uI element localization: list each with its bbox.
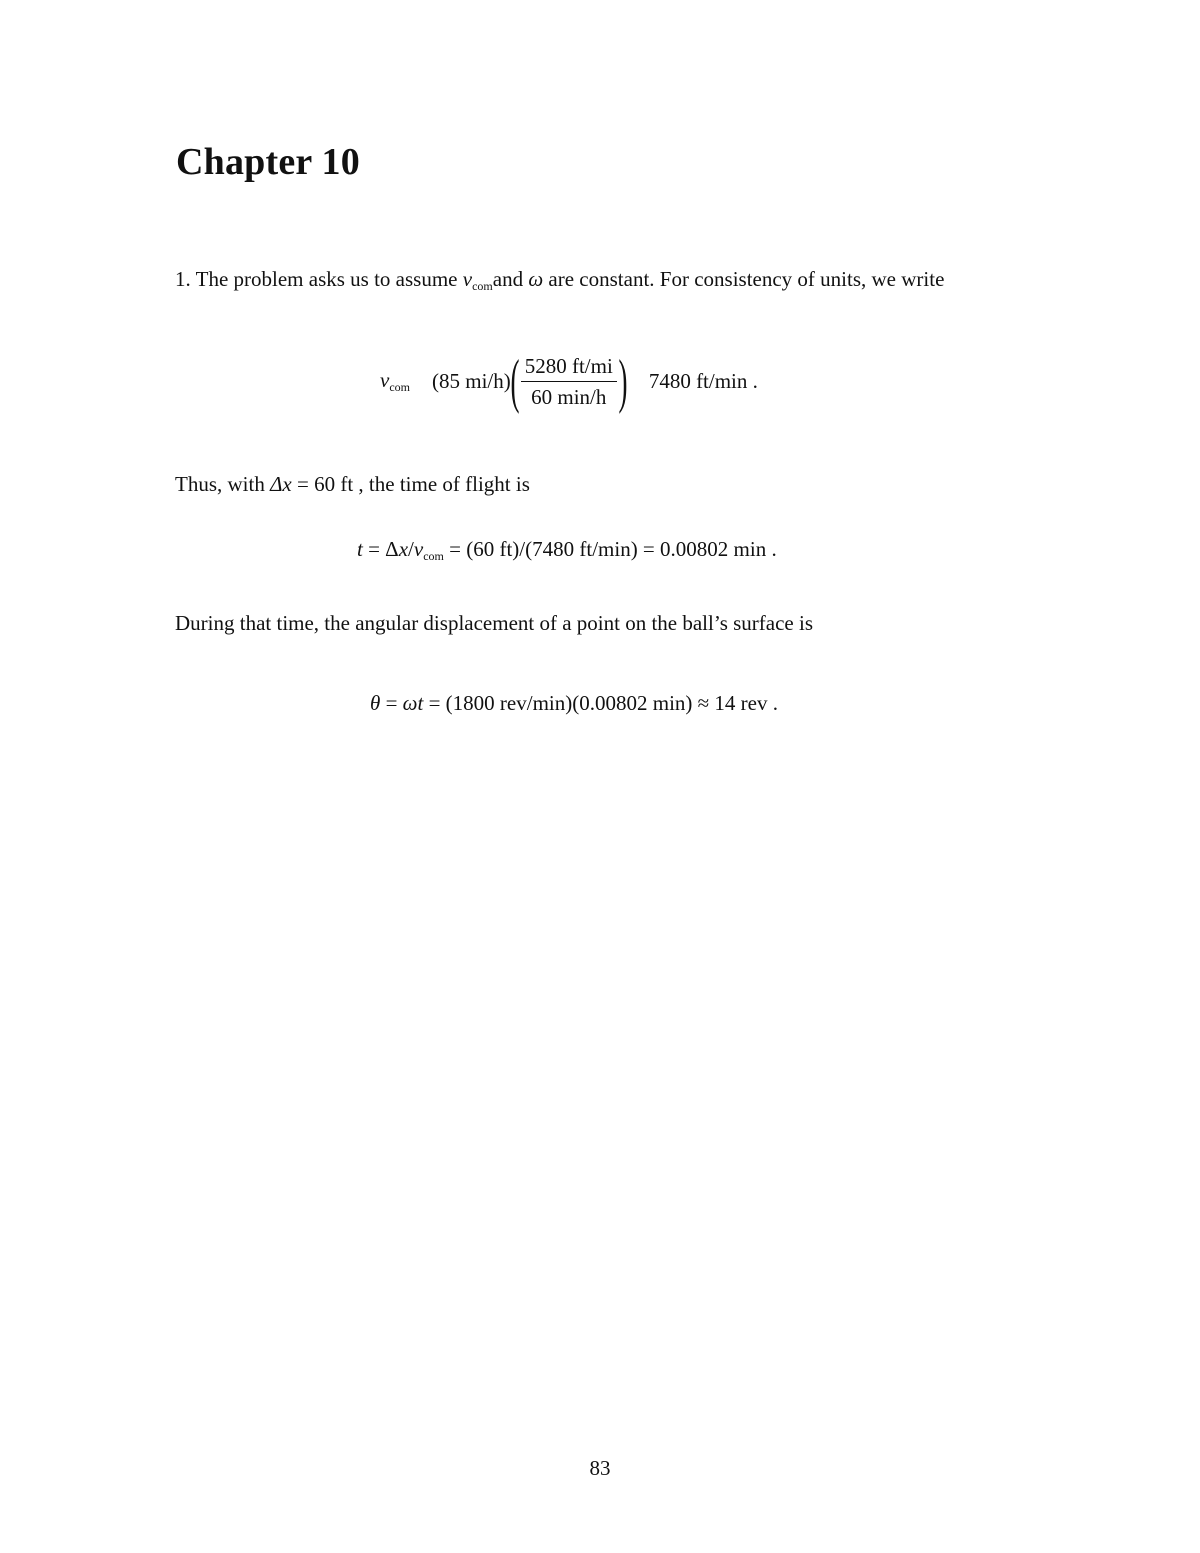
equation3-theta: θ — [370, 691, 381, 715]
equation2-rest: = (60 ft)/(7480 ft/min) = 0.00802 min . — [443, 537, 777, 561]
equation-velocity-conversion — [380, 348, 758, 414]
flight-text-start: Thus, with — [175, 472, 271, 496]
equation3-equals: = — [380, 691, 403, 715]
equation2-x: x — [398, 537, 409, 561]
v-com-subscript: com — [472, 279, 493, 293]
right-paren: ) — [618, 348, 628, 414]
intro-text-middle: and — [492, 267, 529, 291]
equation2-slash: / — [408, 537, 414, 561]
page-number: 83 — [589, 1456, 611, 1480]
equation1-fraction — [521, 353, 617, 410]
equation-angular-displacement — [370, 691, 778, 716]
equation3-omega-t: ωt — [402, 691, 424, 715]
delta-x-symbol: Δx — [270, 472, 292, 496]
v-com-symbol: v — [462, 267, 473, 291]
equation2-equals-delta: = Δ — [362, 537, 399, 561]
paragraph-intro — [175, 262, 1005, 303]
flight-text-end: = 60 ft , the time of flight is — [291, 472, 530, 496]
paragraph-angular-displacement: During that time, the angular displacement of a point on the ball’s surface is — [175, 611, 813, 635]
intro-text-start: 1. The problem asks us to assume — [175, 267, 463, 291]
equation1-lhs — [380, 368, 410, 395]
left-paren: ( — [510, 348, 520, 414]
equation-time-of-flight — [357, 537, 777, 564]
intro-text-end: are constant. For consistency of units, we write — [543, 267, 945, 291]
paragraph-flight-time — [175, 467, 1005, 501]
equation1-lhs-symbol: v — [380, 367, 390, 392]
equation1-factor: (85 mi/h) — [432, 368, 511, 393]
equation2-t: t — [357, 537, 363, 561]
equation1-lhs-subscript: com — [389, 379, 410, 394]
fraction-denominator: 60 min/h — [531, 384, 607, 409]
equation2-v-subscript: com — [423, 549, 444, 563]
chapter-title: Chapter 10 — [176, 141, 360, 183]
equation3-rest: = (1800 rev/min)(0.00802 min) ≈ 14 rev . — [423, 691, 778, 715]
equation1-result: 7480 ft/min . — [648, 368, 758, 393]
equation2-v: v — [413, 537, 424, 561]
omega-symbol: ω — [528, 267, 544, 291]
fraction-numerator: 5280 ft/mi — [521, 353, 617, 382]
